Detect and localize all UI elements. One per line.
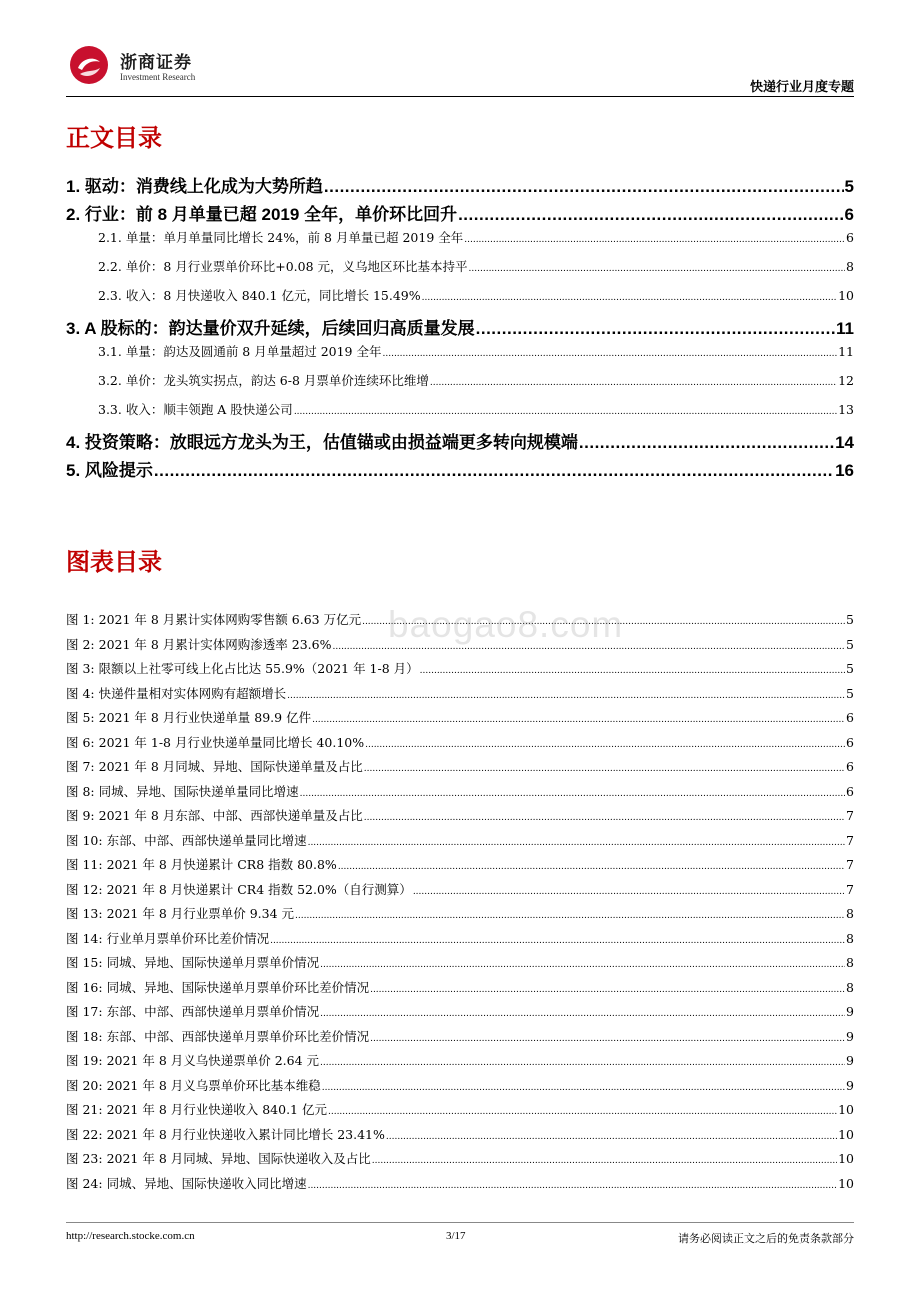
figure-entry-label: 图 15: 同城、异地、国际快递单月票单价情况 xyxy=(66,955,320,970)
toc-entry-label: 1. 驱动：消费线上化成为大势所趋 xyxy=(66,177,323,196)
figure-entry-page: 10 xyxy=(838,1151,854,1166)
dot-leader xyxy=(295,911,845,921)
figure-entry[interactable] xyxy=(66,855,854,873)
dot-leader xyxy=(320,960,845,970)
toc-entry-label: 5. 风险提示 xyxy=(66,461,153,480)
figure-entry-page: 9 xyxy=(846,1077,854,1093)
figure-entry[interactable] xyxy=(66,1125,854,1143)
figure-entry-page: 10 xyxy=(838,1126,854,1142)
figure-entry-label: 图 20: 2021 年 8 月义乌票单价环比基本维稳 xyxy=(66,1077,321,1093)
dot-leader xyxy=(324,177,844,197)
figure-entry-page: 8 xyxy=(846,906,854,921)
figure-entry-label: 图 2: 2021 年 8 月累计实体网购渗透率 23.6% xyxy=(66,636,332,652)
figure-entry-page: 5 xyxy=(846,612,854,627)
toc-entry-label: 3. A 股标的：韵达量价双升延续，后续回归高质量发展 xyxy=(66,319,475,338)
figure-entry[interactable] xyxy=(66,978,854,996)
figure-entry-page: 6 xyxy=(846,710,854,725)
toc-subentry-label: 2.3. 收入：8 月快递收入 840.1 亿元，同比增长 15.49% xyxy=(98,288,421,303)
figure-entry[interactable] xyxy=(66,782,854,800)
figure-entry-page: 9 xyxy=(846,1053,854,1068)
figure-entry[interactable] xyxy=(66,1051,854,1069)
figure-entry-label: 图 10: 东部、中部、西部快递单量同比增速 xyxy=(66,832,307,848)
toc-subentry[interactable] xyxy=(66,228,854,246)
page-header xyxy=(66,40,854,96)
toc-entry[interactable] xyxy=(66,172,854,197)
toc-entry[interactable] xyxy=(66,314,854,339)
toc-subentry-label: 2.1. 单量：单月单量同比增长 24%，前 8 月单量已超 2019 全年 xyxy=(98,230,464,245)
dot-leader xyxy=(476,319,835,339)
figure-entry[interactable] xyxy=(66,904,854,922)
figure-entry-label: 图 8: 同城、异地、国际快递单量同比增速 xyxy=(66,783,299,799)
figure-entry-label: 图 1: 2021 年 8 月累计实体网购零售额 6.63 万亿元 xyxy=(66,612,362,627)
figure-entry-label: 图 22: 2021 年 8 月行业快递收入累计同比增长 23.41% xyxy=(66,1126,385,1142)
figure-entry-label: 图 13: 2021 年 8 月行业票单价 9.34 元 xyxy=(66,906,295,921)
figure-entry[interactable] xyxy=(66,929,854,947)
dot-leader xyxy=(308,838,845,848)
figure-entry-label: 图 16: 同城、异地、国际快递单月票单价环比差价情况 xyxy=(66,979,370,995)
toc-entry[interactable] xyxy=(66,200,854,225)
figure-entry[interactable] xyxy=(66,1027,854,1045)
toc-subentry-page: 8 xyxy=(846,259,854,274)
figure-entry-label: 图 4: 快递件量相对实体网购有超额增长 xyxy=(66,685,287,701)
toc-subentry-label: 3.3. 收入：顺丰领跑 A 股快递公司 xyxy=(98,402,293,417)
figure-entry-page: 8 xyxy=(846,930,854,946)
toc-subentry-label: 3.2. 单价：龙头筑实拐点，韵达 6-8 月票单价连续环比维增 xyxy=(98,373,429,388)
dot-leader xyxy=(365,740,845,750)
figure-entry[interactable] xyxy=(66,953,854,971)
footer-divider xyxy=(66,1222,854,1223)
logo-chinese-name: 浙商证券 xyxy=(120,53,192,73)
figure-entry-label: 图 21: 2021 年 8 月行业快递收入 840.1 亿元 xyxy=(66,1102,327,1117)
figure-entry[interactable] xyxy=(66,880,854,898)
dot-leader xyxy=(458,205,843,225)
figure-entry-label: 图 18: 东部、中部、西部快递单月票单价环比差价情况 xyxy=(66,1028,370,1044)
figure-entry[interactable] xyxy=(66,1149,854,1167)
toc-heading: 正文目录 xyxy=(66,125,162,152)
toc-subentry[interactable] xyxy=(66,371,854,389)
dot-leader xyxy=(320,1058,845,1068)
figure-entry-label: 图 24: 同城、异地、国际快递收入同比增速 xyxy=(66,1175,307,1191)
figure-entry-label: 图 5: 2021 年 8 月行业快递单量 89.9 亿件 xyxy=(66,710,312,725)
figure-entry[interactable] xyxy=(66,733,854,751)
toc-entry-label: 4. 投资策略：放眼远方龙头为王，估值锚或由损益端更多转向规模端 xyxy=(66,433,578,452)
dot-leader xyxy=(270,936,845,946)
toc-entry-page: 6 xyxy=(844,205,854,224)
toc-entry-page: 5 xyxy=(844,177,854,196)
footer-url-link[interactable]: http://research.stocke.com.cn xyxy=(66,1230,195,1242)
dot-leader xyxy=(364,813,845,823)
figure-entry[interactable] xyxy=(66,1002,854,1020)
watermark: baogao8.com xyxy=(388,604,624,645)
dot-leader xyxy=(413,887,845,897)
toc-entry-page: 14 xyxy=(835,433,854,452)
dot-leader xyxy=(579,433,834,453)
figure-entry-page: 8 xyxy=(846,955,854,970)
dot-leader xyxy=(300,789,845,799)
figure-entry-page: 7 xyxy=(846,857,854,872)
figure-entry[interactable] xyxy=(66,684,854,702)
figure-entry-page: 6 xyxy=(846,759,854,774)
toc-entry[interactable] xyxy=(66,428,854,453)
toc-entry-page: 11 xyxy=(836,319,854,338)
toc-subentry[interactable] xyxy=(66,342,854,360)
dot-leader xyxy=(386,1132,837,1142)
dot-leader xyxy=(328,1107,837,1117)
toc-subentry-page: 13 xyxy=(838,402,854,417)
figure-entry-page: 9 xyxy=(846,1028,854,1044)
figure-entry-label: 图 7: 2021 年 8 月同城、异地、国际快递单量及占比 xyxy=(66,759,363,774)
dot-leader xyxy=(322,1083,845,1093)
dot-leader xyxy=(308,1181,838,1191)
figure-entry-page: 10 xyxy=(838,1102,854,1117)
figure-entry-label: 图 19: 2021 年 8 月义乌快递票单价 2.64 元 xyxy=(66,1053,320,1068)
figure-entry-page: 8 xyxy=(846,979,854,995)
dot-leader xyxy=(364,764,845,774)
logo-english-name: Investment Research xyxy=(120,72,196,82)
dot-leader xyxy=(320,1009,845,1019)
dot-leader xyxy=(469,264,846,274)
figure-entry-label: 图 23: 2021 年 8 月同城、异地、国际快递收入及占比 xyxy=(66,1151,371,1166)
toc-entry[interactable] xyxy=(66,456,854,481)
dot-leader xyxy=(430,378,837,388)
report-type-title: 快递行业月度专题 xyxy=(749,79,854,94)
figure-entry-page: 7 xyxy=(846,832,854,848)
toc-entry-label: 2. 行业：前 8 月单量已超 2019 全年，单价环比回升 xyxy=(66,205,458,224)
toc-subentry-page: 6 xyxy=(846,230,854,245)
dot-leader xyxy=(154,461,834,481)
toc-subentry-label: 2.2. 单价：8 月行业票单价环比+0.08 元，义乌地区环比基本持平 xyxy=(98,259,468,274)
figure-entry-label: 图 12: 2021 年 8 月快递累计 CR4 指数 52.0%（自行测算） xyxy=(66,881,412,897)
toc-subentry[interactable] xyxy=(66,400,854,418)
figure-list-heading: 图表目录 xyxy=(66,549,162,576)
page-number: 3/17 xyxy=(446,1230,466,1242)
figure-entry-page: 7 xyxy=(846,808,854,823)
dot-leader xyxy=(370,1034,845,1044)
toc-subentry-page: 12 xyxy=(838,373,854,388)
dot-leader xyxy=(464,235,845,245)
figure-entry-page: 5 xyxy=(846,636,854,652)
figure-entry-page: 7 xyxy=(846,881,854,897)
dot-leader xyxy=(420,666,845,676)
toc-subentry-page: 10 xyxy=(838,288,854,303)
dot-leader xyxy=(287,691,845,701)
figure-entry-page: 10 xyxy=(838,1175,854,1191)
footer-disclaimer: 请务必阅读正文之后的免责条款部分 xyxy=(678,1232,854,1245)
header-divider xyxy=(66,96,854,97)
figure-entry[interactable] xyxy=(66,806,854,824)
figure-entry-label: 图 17: 东部、中部、西部快递单月票单价情况 xyxy=(66,1004,320,1019)
toc-subentry[interactable] xyxy=(66,286,854,304)
dot-leader xyxy=(383,349,838,359)
dot-leader xyxy=(422,293,837,303)
figure-entry[interactable] xyxy=(66,708,854,726)
figure-entry-page: 9 xyxy=(846,1004,854,1019)
company-logo-icon xyxy=(68,44,110,86)
dot-leader xyxy=(372,1156,837,1166)
toc-subentry[interactable] xyxy=(66,257,854,275)
figure-entry[interactable] xyxy=(66,1174,854,1192)
dot-leader xyxy=(338,862,845,872)
figure-entry[interactable] xyxy=(66,831,854,849)
figure-entry-page: 6 xyxy=(846,734,854,750)
figure-entry-page: 5 xyxy=(846,661,854,676)
figure-entry[interactable] xyxy=(66,659,854,677)
toc-subentry-page: 11 xyxy=(838,344,854,359)
toc-subentry-label: 3.1. 单量：韵达及圆通前 8 月单量超过 2019 全年 xyxy=(98,344,382,359)
figure-entry-page: 6 xyxy=(846,783,854,799)
dot-leader xyxy=(370,985,845,995)
figure-entry-page: 5 xyxy=(846,685,854,701)
figure-entry-label: 图 6: 2021 年 1-8 月行业快递单量同比增长 40.10% xyxy=(66,734,365,750)
figure-entry[interactable] xyxy=(66,1100,854,1118)
figure-entry[interactable] xyxy=(66,1076,854,1094)
figure-entry-label: 图 11: 2021 年 8 月快递累计 CR8 指数 80.8% xyxy=(66,857,337,872)
figure-entry-label: 图 9: 2021 年 8 月东部、中部、西部快递单量及占比 xyxy=(66,808,363,823)
figure-entry[interactable] xyxy=(66,757,854,775)
dot-leader xyxy=(312,715,845,725)
figure-entry-label: 图 3: 限额以上社零可线上化占比达 55.9%（2021 年 1-8 月） xyxy=(66,661,419,676)
figure-entry-label: 图 14: 行业单月票单价环比差价情况 xyxy=(66,930,270,946)
toc-entry-page: 16 xyxy=(835,461,854,480)
dot-leader xyxy=(294,407,837,417)
